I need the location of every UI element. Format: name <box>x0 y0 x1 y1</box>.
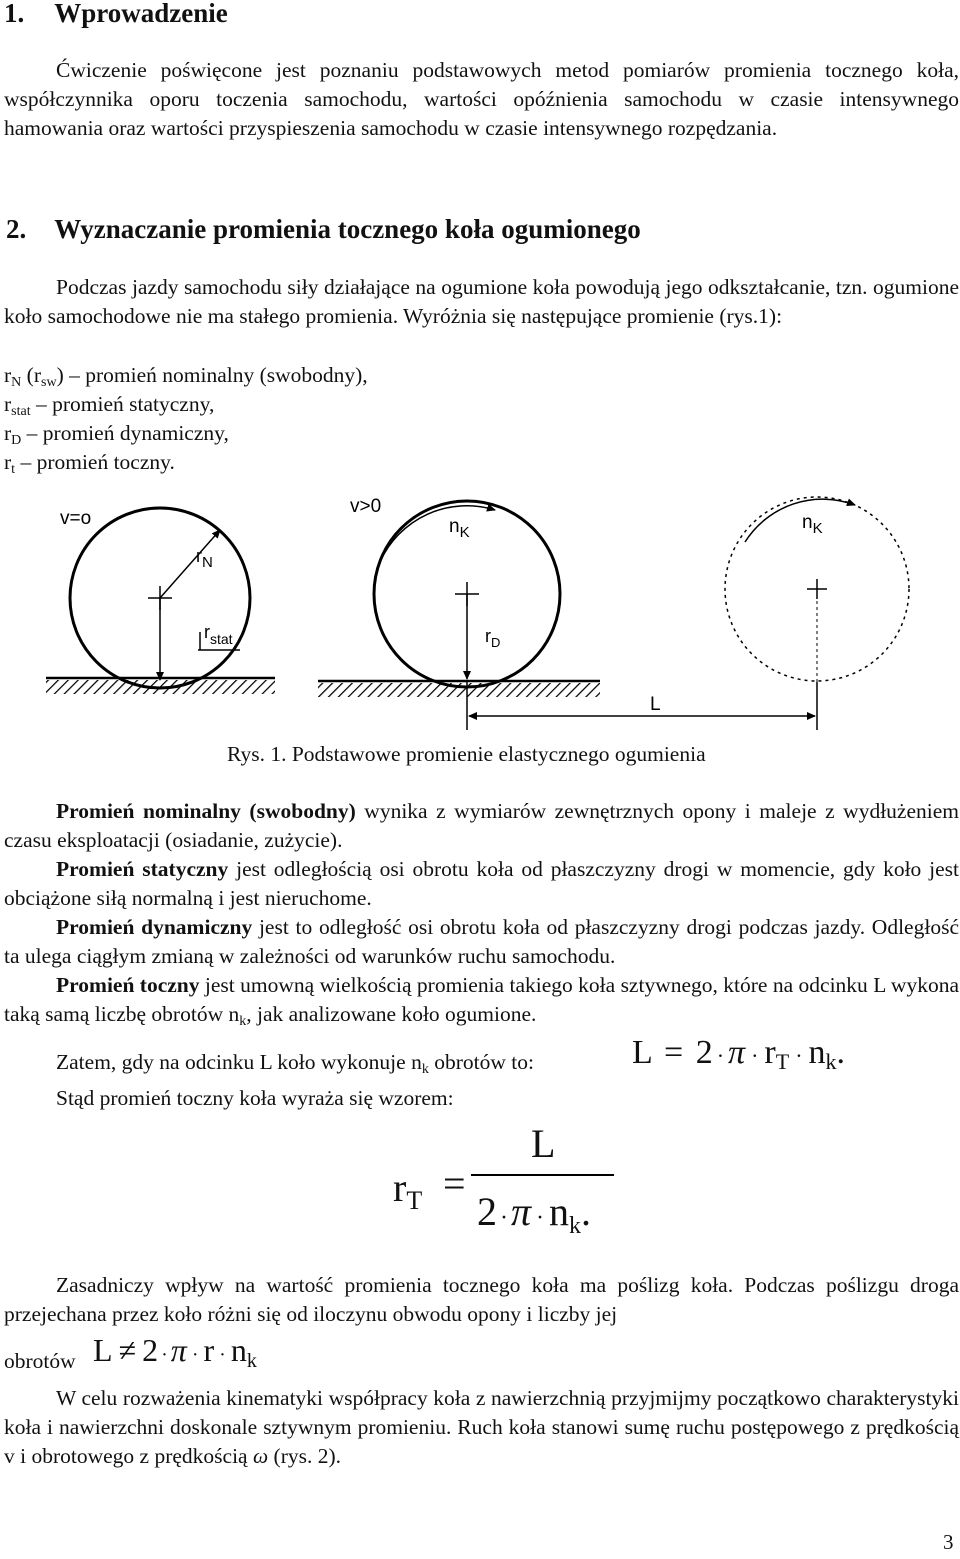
label-n-k-1: $n_K$ <box>449 516 470 541</box>
label-r-d: $r_D$ <box>485 626 501 650</box>
equation-inequality: $L \ne 2 \cdot\pi \cdot r \cdot n_k$ <box>93 1332 257 1372</box>
zatem-line: Zatem, gdy na odcinku L koło wykonuje $n_k$ obrotów to: <box>56 1050 534 1077</box>
equation-r-t-lhs: $r_T$ <box>393 1165 423 1215</box>
fraction-bar <box>471 1174 614 1176</box>
section-2-heading <box>6 214 641 245</box>
section-number: 2. <box>6 214 27 244</box>
wheel-radii-figure <box>0 490 960 735</box>
label-v-positive: v>0 <box>350 496 382 517</box>
obrotow-word: obrotów <box>4 1349 76 1373</box>
definition-static: Promień statyczny jest odległością osi obrotu koła od płaszczyzny drogi w momencie, gdy koło jest obciążone siłą normalną i jest nieruchome. <box>4 857 959 910</box>
radius-item-nominal: $r_N$ $(r_{sw})$ – promień nominalny (swobodny), <box>4 363 368 390</box>
slip-paragraph: Zasadniczy wpływ na wartość promienia tocznego koła ma poślizg koła. Podczas poślizgu droga przejechana przez koło różni się od iloczynu obwodu opony i liczby jej <box>4 1273 959 1326</box>
equation-denominator: $2 \cdot\pi \cdot n_k$. <box>477 1189 592 1239</box>
kinematics-paragraph: W celu rozważenia kinematyki współpracy koła z nawierzchnią przyjmijmy początkowo charakterystyki koła i nawierzchni doskonale sztywnym promieniu. Ruch koła stanowi sumę ruchu postępowego z prędkością v i obrotowego z prędkością ω (rys. 2). <box>4 1386 959 1468</box>
section-title: Wyznaczanie promienia tocznego koła ogumionego <box>54 214 641 244</box>
section-2-paragraph: Podczas jazdy samochodu siły działające na ogumione koła powodują jego odkształcanie, tzn. ogumione koło samochodowe nie ma stałego promienia. Wyróżnia się następujące promienie (rys.1): <box>4 275 959 328</box>
page-number: 3 <box>943 1530 954 1554</box>
rotation-arrow <box>745 499 855 542</box>
label-r-n: $r_N$ <box>196 546 213 571</box>
intro-paragraph: Ćwiczenie poświęcone jest poznaniu podstawowych metod pomiarów promienia tocznego koła, współczynnika oporu toczenia samochodu, wartości opóźnienia samochodu w czasie intensywnego hamowania oraz wartości przyspieszenia samochodu w czasie intensywnego rozpędzania. <box>4 58 959 140</box>
radius-item-static: $r_{stat}$ – promień statyczny, <box>4 392 215 419</box>
figure-caption: Rys. 1. Podstawowe promienie elastycznego ogumienia <box>227 742 706 766</box>
section-1-heading <box>4 0 228 29</box>
label-v-zero: v=o <box>60 508 92 529</box>
stad-line: Stąd promień toczny koła wyraża się wzorem: <box>56 1086 454 1110</box>
section-number: 1. <box>4 0 25 28</box>
definition-rolling: Promień toczny jest umowną wielkością promienia takiego koła sztywnego, które na odcinku L wykona taką samą liczbę obrotów $n_k$, jak analizowane koło ogumione. <box>4 973 959 1029</box>
section-title: Wprowadzenie <box>54 0 228 28</box>
label-r-stat: $r_{stat}$ <box>204 622 233 647</box>
definition-dynamic: Promień dynamiczny jest to odległość osi obrotu koła od płaszczyzny drogi podczas jazdy. Odległość ta ulega ciągłym zmianą w zależności od warunków ruchu samochodu. <box>4 915 959 968</box>
equation-numerator: L <box>531 1121 556 1166</box>
radius-item-dynamic: $r_D$ – promień dynamiczny, <box>4 421 229 448</box>
label-l: L <box>650 694 661 715</box>
radius-item-rolling: $r_t$ – promień toczny. <box>4 450 175 477</box>
ground-hatch <box>46 680 275 694</box>
definition-nominal: Promień nominalny (swobodny) wynika z wymiarów zewnętrznych opony i maleje z wydłużeniem czasu eksploatacji (osiadanie, zużycie). <box>4 799 959 852</box>
equation-distance: $L = 2 \cdot \pi \cdot r_T \cdot n_k$. <box>632 1034 846 1074</box>
label-n-k-2: $n_K$ <box>802 512 823 537</box>
ground-hatch <box>318 683 600 697</box>
equation-equals: = <box>443 1161 466 1206</box>
